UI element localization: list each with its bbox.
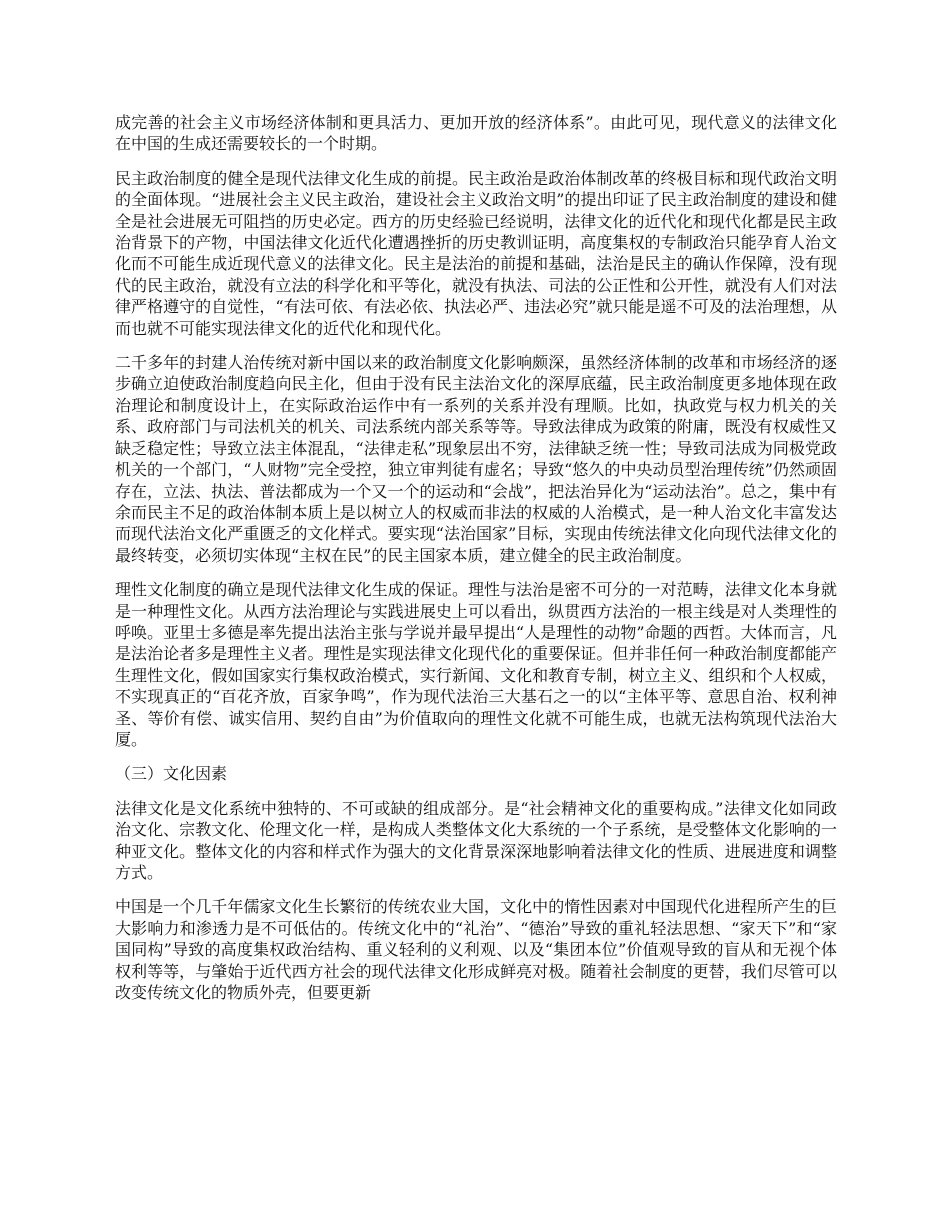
paragraph-legal-culture-subsystem: 法律文化是文化系统中独特的、不可或缺的组成部分。是“社会精神文化的重要构成。”法律文化如同政治文化、宗教文化、伦理文化一样，是构成人类整体文化大系统的一个子系统，是受整体文化影响的一种亚文化。整体文化的内容和样式作为强大的文化背景深深地影响着法律文化的性质、进展进度和调整方式。 <box>115 798 837 882</box>
document-page <box>115 112 837 1016</box>
section-heading-culture-factors: （三）文化因素 <box>115 764 228 784</box>
paragraph-confucian-tradition: 中国是一个几千年儒家文化生长繁衍的传统农业大国，文化中的惰性因素对中国现代化进程所产生的巨大影响力和渗透力是不可低估的。传统文化中的“礼治”、“德治”导致的重礼轻法思想、“家天下”和“家国同构”导致的高度集权政治结构、重义轻利的义利观、以及“集团本位”价值观导致的盲从和无视个体权利等等，与肇始于近代西方社会的现代法律文化形成鲜亮对极。随着社会制度的更替，我们尽管可以改变传统文化的物质外壳，但要更新 <box>115 897 837 1003</box>
paragraph-democratic-politics: 民主政治制度的健全是现代法律文化生成的前提。民主政治是政治体制改革的终极目标和现代政治文明的全面体现。“进展社会主义民主政治，建设社会主义政治文明”的提出印证了民主政治制度的建设和健全是社会进展无可阻挡的历史必定。西方的历史经验已经说明，法律文化的近代化和现代化都是民主政治背景下的产物，中国法律文化近代化遭遇挫折的历史教训证明，高度集权的专制政治只能孕育人治文化而不可能生成近现代意义的法律文化。民主是法治的前提和基础，法治是民主的确认作保障，没有现代的民主政治，就没有立法的科学化和平等化，就没有执法、司法的公正性和公开性，就没有人们对法律严格遵守的自觉性，“有法可依、有法必依、执法必严、违法必究”就只能是遥不可及的法治理想，从而也就不可能实现法律文化的近代化和现代化。 <box>115 168 837 338</box>
paragraph-feudal-tradition: 二千多年的封建人治传统对新中国以来的政治制度文化影响颇深，虽然经济体制的改革和市场经济的逐步确立迫使政治制度趋向民主化，但由于没有民主法治文化的深厚底蕴，民主政治制度更多地体现在政治理论和制度设计上，在实际政治运作中有一系列的关系并没有理顺。比如，执政党与权力机关的关系、政府部门与司法机关的机关、司法系统内部关系等等。导致法律成为政策的附庸，既没有权威性又缺乏稳定性；导致立法主体混乱，“法律走私”现象层出不穷，法律缺乏统一性；导致司法成为同极党政机关的一个部门，“人财物”完全受控，独立审判徒有虚名；导致“悠久的中央动员型治理传统”仍然顽固存在，立法、执法、普法都成为一个又一个的运动和“会战”，把法治异化为“运动法治”。总之，集中有余而民主不足的政治体制本质上是以树立人的权威而非法的权威的人治模式，是一种人治文化丰富发达而现代法治文化严重匮乏的文化样式。要实现“法治国家”目标，实现由传统法律文化向现代法律文化的最终转变，必须切实体现“主权在民”的民主国家本质，建立健全的民主政治制度。 <box>115 353 837 565</box>
paragraph-rational-culture: 理性文化制度的确立是现代法律文化生成的保证。理性与法治是密不可分的一对范畴，法律文化本身就是一种理性文化。从西方法治理论与实践进展史上可以看出，纵贯西方法治的一根主线是对人类理性的呼唤。亚里士多德是率先提出法治主张与学说并最早提出“人是理性的动物”命题的西哲。大体而言，凡是法治论者多是理性主义者。理性是实现法律文化现代化的重要保证。但并非任何一种政治制度都能产生理性文化，假如国家实行集权政治模式，实行新闻、文化和教育专制，树立主义、组织和个人权威，不实现真正的“百花齐放，百家争鸣”，作为现代法治三大基石之一的以“主体平等、意思自治、权利神圣、等价有偿、诚实信用、契约自由”为价值取向的理性文化就不可能生成，也就无法构筑现代法治大厦。 <box>115 580 837 749</box>
paragraph-economic-system: 成完善的社会主义市场经济体制和更具活力、更加开放的经济体系”。由此可见，现代意义的法律文化在中国的生成还需要较长的一个时期。 <box>115 113 837 154</box>
